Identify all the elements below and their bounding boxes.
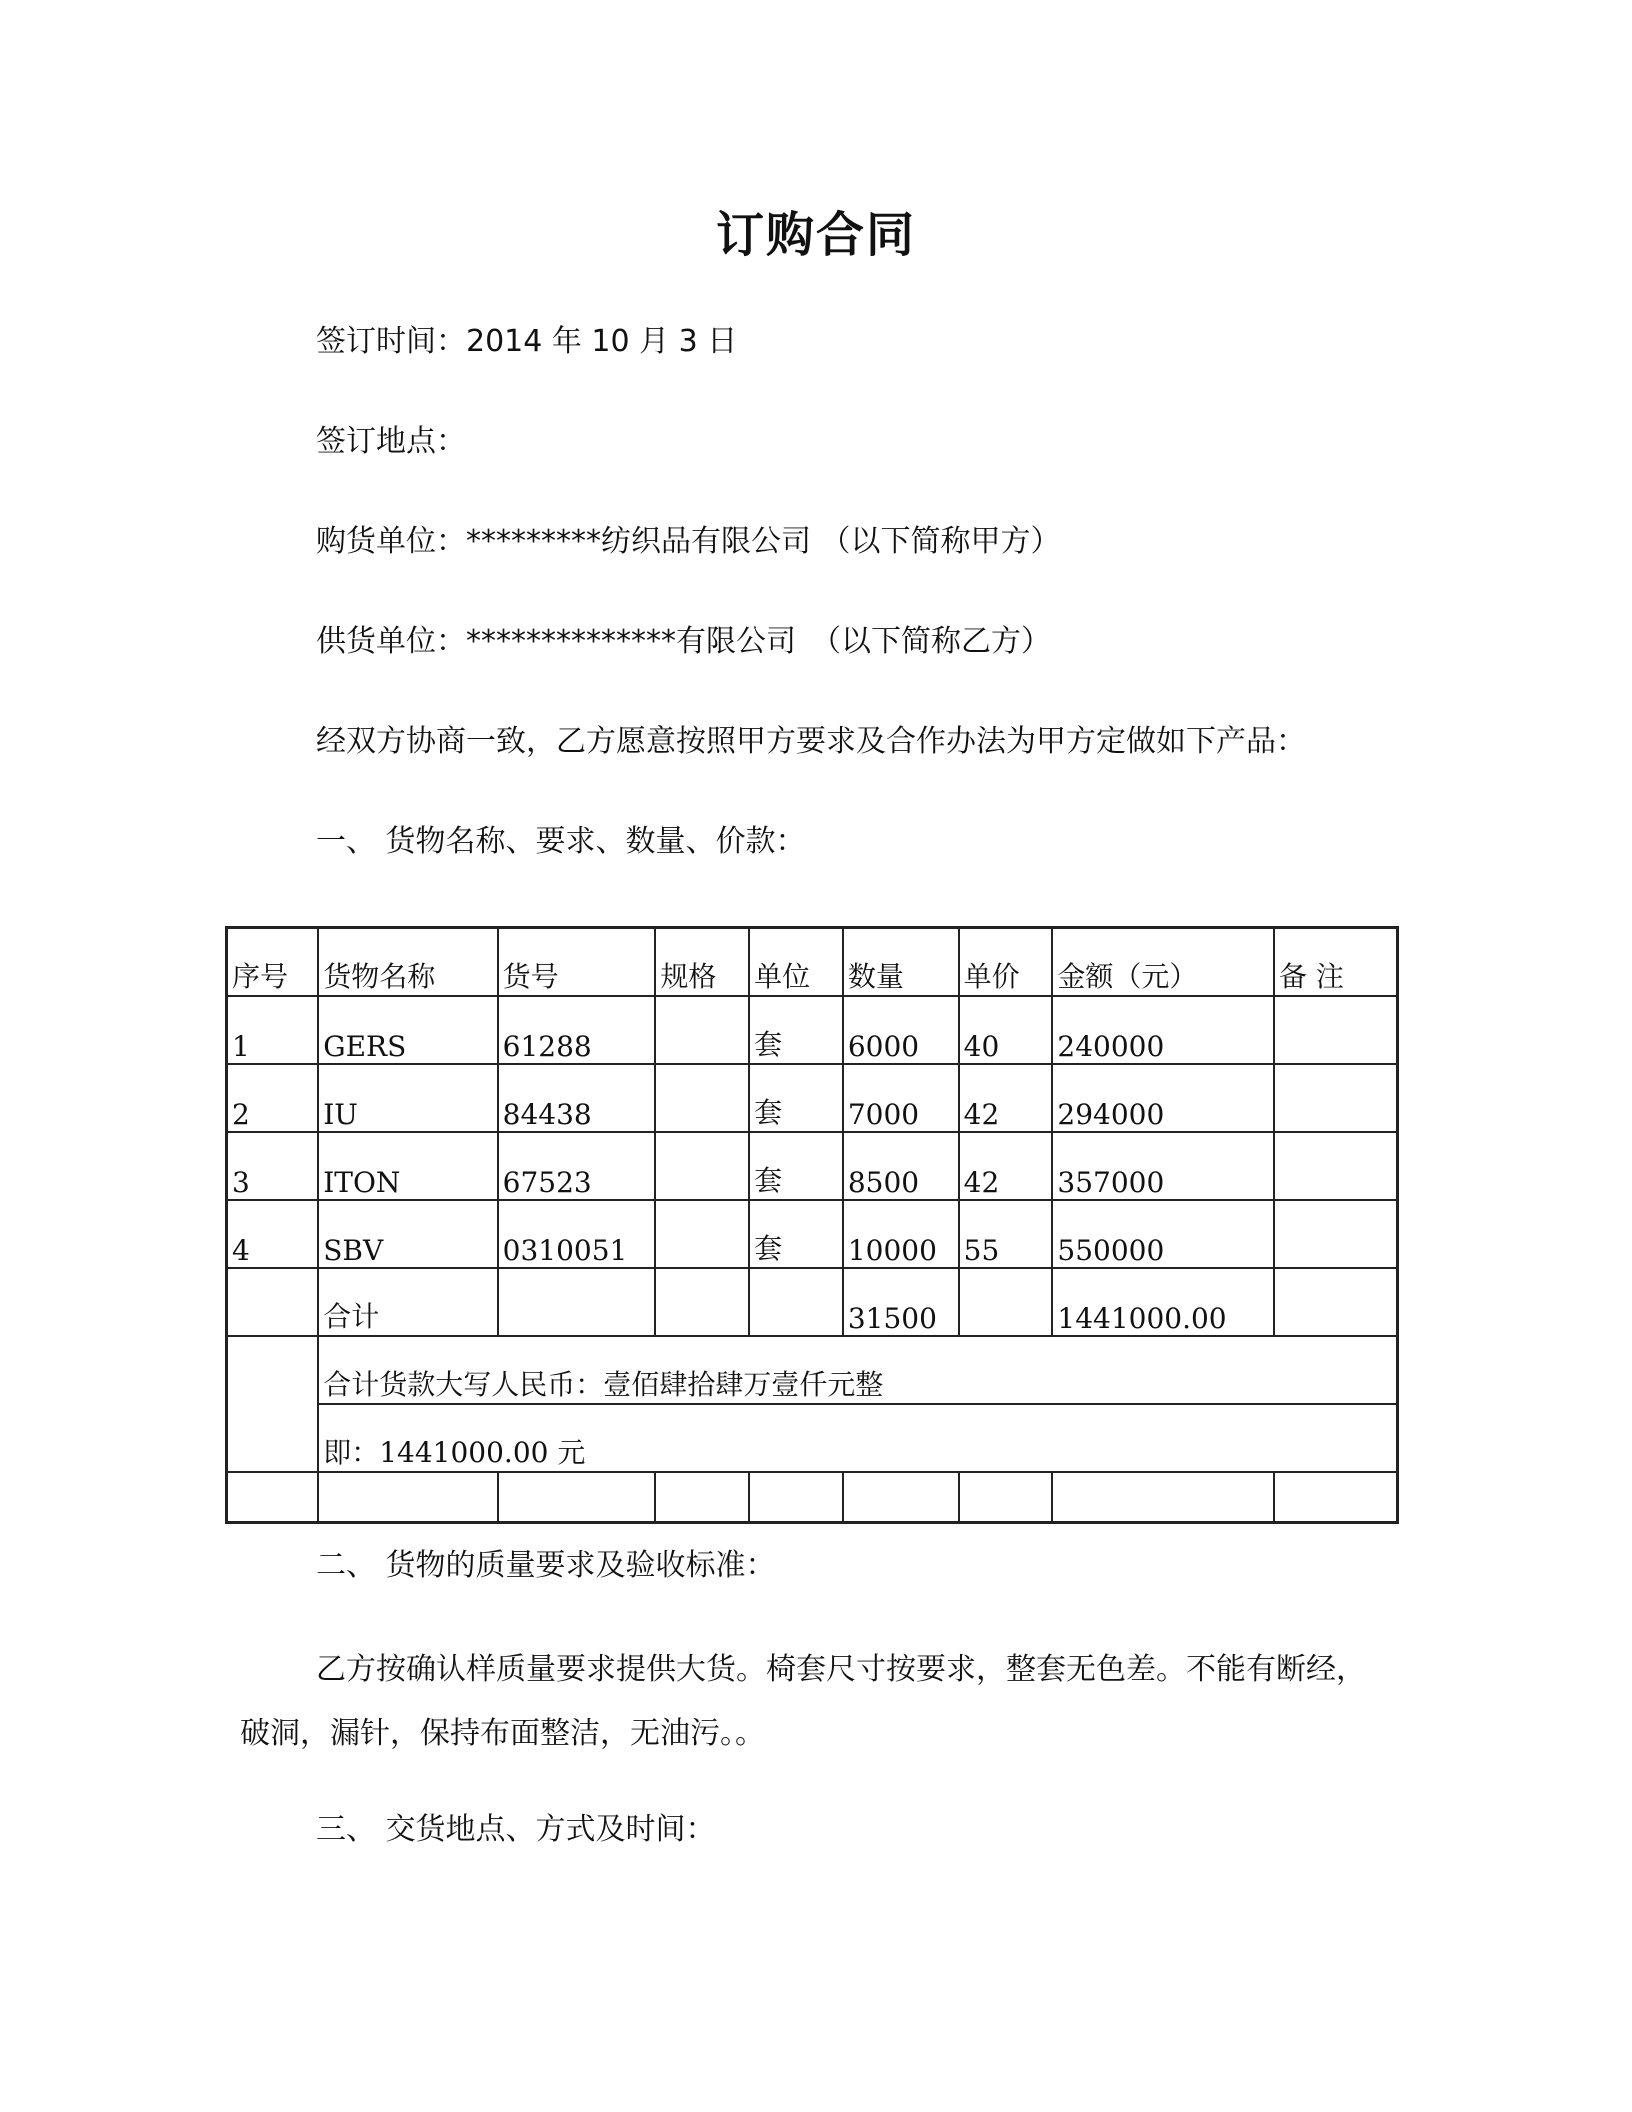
total-amount: 1441000.00 xyxy=(1052,1268,1274,1336)
table-cell xyxy=(655,1132,749,1200)
table-cell: GERS xyxy=(318,996,497,1064)
document-title: 订购合同 xyxy=(715,207,916,263)
header-cell: 金额（元） xyxy=(1052,928,1274,997)
table-cell xyxy=(749,1268,843,1336)
table-cell: 294000 xyxy=(1052,1064,1274,1132)
header-cell: 序号 xyxy=(227,928,319,997)
goods-table xyxy=(225,926,1399,1524)
table-cell: 40 xyxy=(959,996,1053,1064)
table-cell: 240000 xyxy=(1052,996,1274,1064)
header-cell: 规格 xyxy=(655,928,749,997)
table-row xyxy=(227,1200,1398,1268)
table-cell: 42 xyxy=(959,1132,1053,1200)
table-cell: 7000 xyxy=(843,1064,959,1132)
table-cell: 3 xyxy=(227,1132,319,1200)
header-cell: 单价 xyxy=(959,928,1053,997)
table-cell: ITON xyxy=(318,1132,497,1200)
header-cell: 数量 xyxy=(843,928,959,997)
table-cell xyxy=(843,1472,959,1523)
table-cell: 2 xyxy=(227,1064,319,1132)
section-2-heading: 二、 货物的质量要求及验收标准： xyxy=(316,1548,776,1583)
table-cell: SBV xyxy=(318,1200,497,1268)
amount-figures-row xyxy=(227,1404,1398,1472)
table-cell: 357000 xyxy=(1052,1132,1274,1200)
table-cell xyxy=(749,1472,843,1523)
table-cell xyxy=(318,1472,497,1523)
table-cell xyxy=(655,1472,749,1523)
section-1-heading: 一、 货物名称、要求、数量、价款： xyxy=(316,824,806,859)
table-cell: IU xyxy=(318,1064,497,1132)
table-cell: 4 xyxy=(227,1200,319,1268)
table-cell: 0310051 xyxy=(498,1200,656,1268)
table-cell xyxy=(655,996,749,1064)
amount-words-row xyxy=(227,1336,1398,1404)
header-cell: 备 注 xyxy=(1274,928,1398,997)
table-cell xyxy=(1274,1268,1398,1336)
table-cell xyxy=(498,1472,656,1523)
table-cell xyxy=(1274,996,1398,1064)
table-cell xyxy=(227,1268,319,1336)
section-3-heading: 三、 交货地点、方式及时间： xyxy=(316,1812,716,1847)
sign-time: 签订时间：2014 年 10 月 3 日 xyxy=(316,324,738,359)
total-row xyxy=(227,1268,1398,1336)
table-cell xyxy=(1274,1200,1398,1268)
table-cell xyxy=(1052,1472,1274,1523)
buyer-line: 购货单位：*********纺织品有限公司 （以下简称甲方） xyxy=(316,524,1061,559)
amount-words: 合计货款大写人民币：壹佰肆拾肆万壹仟元整 xyxy=(318,1336,1397,1404)
table-cell: 55 xyxy=(959,1200,1053,1268)
table-cell: 84438 xyxy=(498,1064,656,1132)
table-cell: 550000 xyxy=(1052,1200,1274,1268)
table-cell: 套 xyxy=(749,1064,843,1132)
sign-place: 签订地点： xyxy=(316,424,466,459)
table-cell: 套 xyxy=(749,1132,843,1200)
table-cell xyxy=(655,1064,749,1132)
table-cell: 42 xyxy=(959,1064,1053,1132)
table-row xyxy=(227,1132,1398,1200)
table-cell xyxy=(1274,1132,1398,1200)
table-cell xyxy=(959,1472,1053,1523)
table-cell xyxy=(655,1268,749,1336)
table-cell xyxy=(1274,1064,1398,1132)
table-cell xyxy=(227,1472,319,1523)
header-cell: 单位 xyxy=(749,928,843,997)
table-cell xyxy=(227,1336,319,1472)
header-cell: 货号 xyxy=(498,928,656,997)
table-cell: 67523 xyxy=(498,1132,656,1200)
supplier-line: 供货单位：**************有限公司 （以下简称乙方） xyxy=(316,624,1051,659)
table-cell: 6000 xyxy=(843,996,959,1064)
table-header-row xyxy=(227,928,1398,997)
table-cell xyxy=(1274,1472,1398,1523)
table-cell xyxy=(498,1268,656,1336)
table-cell xyxy=(959,1268,1053,1336)
table-cell xyxy=(655,1200,749,1268)
amount-figures: 即：1441000.00 元 xyxy=(318,1404,1397,1472)
header-cell: 货物名称 xyxy=(318,928,497,997)
table-row xyxy=(227,996,1398,1064)
intro-line: 经双方协商一致，乙方愿意按照甲方要求及合作办法为甲方定做如下产品： xyxy=(316,724,1306,759)
table-cell: 61288 xyxy=(498,996,656,1064)
empty-row xyxy=(227,1472,1398,1523)
total-quantity: 31500 xyxy=(843,1268,959,1336)
total-label: 合计 xyxy=(318,1268,497,1336)
table-cell: 1 xyxy=(227,996,319,1064)
table-cell: 套 xyxy=(749,996,843,1064)
table-row xyxy=(227,1064,1398,1132)
quality-paragraph: 乙方按确认样质量要求提供大货。椅套尺寸按要求，整套无色差。不能有断经，破洞，漏针，保持布面整洁，无油污。。 xyxy=(240,1652,1366,1751)
table-cell: 8500 xyxy=(843,1132,959,1200)
table-cell: 套 xyxy=(749,1200,843,1268)
table-cell: 10000 xyxy=(843,1200,959,1268)
